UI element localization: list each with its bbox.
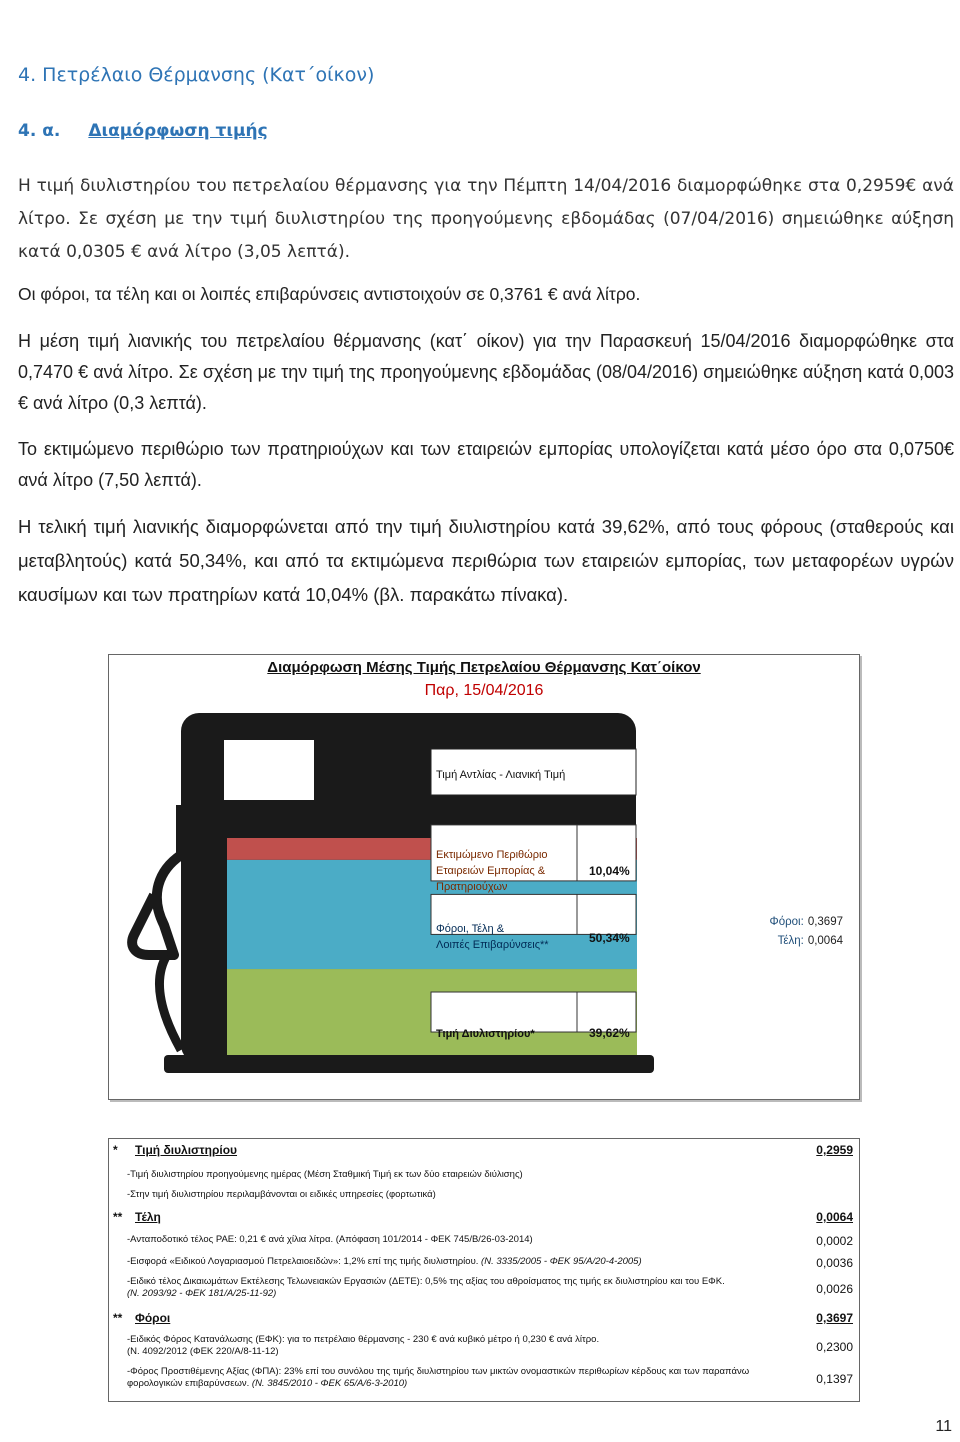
paragraph-taxes: Οι φόροι, τα τέλη και οι λοιπές επιβαρύνσεις αντιστοιχούν σε 0,3761 € ανά λίτρο. <box>18 284 641 304</box>
subsection-heading: Διαμόρφωση τιμής <box>88 121 268 141</box>
chart-title: Διαμόρφωση Μέσης Τιμής Πετρελαίου Θέρμανσης Κατ΄οίκον <box>267 659 701 676</box>
taxes-note-item-2: -Φόρος Προστιθέμενης Αξίας (ΦΠΑ): 23% επί του συνόλου της τιμής διυλιστηρίου των μικτών ονομαστικών περιθωρίων κέρδους και των παραπάνω φορολογικών επιβαρύνσεων. (Ν. 3845/2010 - ΦΕΚ 65/Α/6-3-2010) <box>127 1366 750 1389</box>
taxes-label-line2: Λοιπές Επιβαρύνσεις** <box>436 939 549 951</box>
refinery-percent: 39,62% <box>589 1026 630 1040</box>
fees-note-item-1-value: 0,0002 <box>816 1234 853 1248</box>
taxes-note-mark: ** <box>113 1311 123 1325</box>
pump-display <box>224 740 314 800</box>
taxes-note-title: Φόροι <box>135 1311 171 1325</box>
taxes-note-item-2-value: 0,1397 <box>816 1372 853 1386</box>
side-fees-value: 0,0064 <box>807 935 843 947</box>
subsection-title <box>18 121 268 141</box>
margin-label <box>436 847 548 895</box>
fees-note-title: Τέλη <box>135 1210 161 1224</box>
side-fees-key: Τέλη: <box>777 935 804 947</box>
paragraph-refinery-price: Η τιμή διυλιστηρίου του πετρελαίου θέρμανσης για την Πέμπτη 14/04/2016 διαμορφώθηκε στα 0,2959€ ανά λίτρο. Σε σχέση με την τιμή διυλιστηρίου της προηγούμενης εβδομάδας (07/04/2016) σημειώθηκε αύξηση κατά 0,0305 € ανά λίτρο (3,05 λεπτά). <box>18 176 954 262</box>
margin-percent: 10,04% <box>589 864 630 878</box>
margin-label-line2: Εταιρειών Εμπορίας & <box>436 865 546 877</box>
pump-hose <box>132 805 181 955</box>
price-notes-table <box>108 1138 860 1402</box>
fees-note-item-3: -Ειδικό τέλος Δικαιωμάτων Εκτέλεσης Τελωνειακών Εργασιών (ΔΕΤΕ): 0,5% της αξίας του αθροίσματος της τιμής εκ διυλιστηρίου και του ΕΦΚ. (Ν. 2093/92 - ΦΕΚ 181/Α/25-11-92) <box>127 1276 725 1299</box>
side-taxes-value: 0,3697 <box>807 916 843 928</box>
margin-label-line1: Εκτιμώμενο Περιθώριο <box>436 849 548 861</box>
refinery-label: Τιμή Διυλιστηρίου* <box>436 1028 535 1040</box>
taxes-note-item-1: -Ειδικός Φόρος Κατανάλωσης (ΕΦΚ): για το πετρέλαιο θέρμανσης - 230 € ανά κυβικό μέτρο ή 0,230 € ανά λίτρο. (Ν. 4092/2012 (ΦΕΚ 220/Α/8-11-12) <box>127 1334 600 1357</box>
fees-note-item-1: -Ανταποδοτικό τέλος ΡΑΕ: 0,21 € ανά χίλια λίτρα. (Απόφαση 101/2014 - ΦΕΚ 745/Β/26-03-2014) <box>127 1234 533 1245</box>
side-values <box>749 913 843 951</box>
price-segments <box>227 825 637 1055</box>
refinery-note-item-2: -Στην τιμή διυλιστηρίου περιλαμβάνονται οι ειδικές υπηρεσίες (φορτωτικά) <box>127 1189 436 1200</box>
taxes-label-line1: Φόροι, Τέλη & <box>436 923 505 935</box>
taxes-percent: 50,34% <box>589 931 630 945</box>
pump-base <box>164 1055 654 1073</box>
taxes-label <box>436 921 549 953</box>
paragraph-retail-price: Η μέση τιμή λιανικής του πετρελαίου θέρμανσης (κατ΄ οίκον) για την Παρασκευή 15/04/2016 διαμορφώθηκε στα 0,7470 € ανά λίτρο. Σε σχέση με την τιμή της προηγούμενης εβδομάδας (08/04/2016) σημειώθηκε αύξηση κατά 0,003 € ανά λίτρο (0,3 λεπτά). <box>18 331 954 413</box>
fees-note-item-2: -Εισφορά «Ειδικού Λογαριασμού Πετρελαιοειδών»: 1,2% επί της τιμής διυλιστηρίου. (Ν. 3335/2005 - ΦΕΚ 95/Α/20-4-2005) <box>127 1256 642 1267</box>
retail-price-label: Τιμή Αντλίας - Λιανική Τιμή <box>436 769 566 781</box>
paragraph-margin: Το εκτιμώμενο περιθώριο των πρατηριούχων και των εταιρειών εμπορίας υπολογίζεται κατά μέσο όρο στα 0,0750€ ανά λίτρο (7,50 λεπτά). <box>18 439 954 490</box>
side-taxes-key: Φόροι: <box>769 916 804 928</box>
refinery-note-value: 0,2959 <box>816 1143 853 1157</box>
fees-note-item-2-value: 0,0036 <box>816 1256 853 1270</box>
chart-date: Παρ, 15/04/2016 <box>424 682 544 699</box>
refinery-note-item-1: -Τιμή διυλιστηρίου προηγούμενης ημέρας (Μέση Σταθμική Τιμή εκ των δύο εταιρειών διύλισης) <box>127 1169 523 1180</box>
taxes-note-item-1-value: 0,2300 <box>816 1340 853 1354</box>
price-breakdown-chart <box>108 654 860 1100</box>
fees-note-item-3-value: 0,0026 <box>816 1282 853 1296</box>
margin-label-line3: Πρατηριούχων <box>436 881 508 893</box>
subsection-number: 4. α. <box>18 121 61 141</box>
refinery-note-mark: * <box>113 1143 118 1157</box>
fees-note-mark: ** <box>113 1210 123 1224</box>
taxes-note-value: 0,3697 <box>816 1311 853 1325</box>
pump-hose-loop <box>159 955 181 1050</box>
paragraph-breakdown: Η τελική τιμή λιανικής διαμορφώνεται από την τιμή διυλιστηρίου κατά 39,62%, από τους φόρους (σταθερούς και μεταβλητούς) κατά 50,34%, και από τα εκτιμώμενα περιθώρια των εταιρειών εμπορίας, των μεταφορέων υγρών καυσίμων και των πρατηρίων κατά 10,04% (βλ. παρακάτω πίνακα). <box>18 516 954 605</box>
page-number: 11 <box>935 1418 952 1435</box>
section-title: 4. Πετρέλαιο Θέρμανσης (Κατ΄οίκον) <box>18 64 375 86</box>
refinery-note-title: Τιμή διυλιστηρίου <box>135 1143 238 1157</box>
fees-note-value: 0,0064 <box>816 1210 853 1224</box>
